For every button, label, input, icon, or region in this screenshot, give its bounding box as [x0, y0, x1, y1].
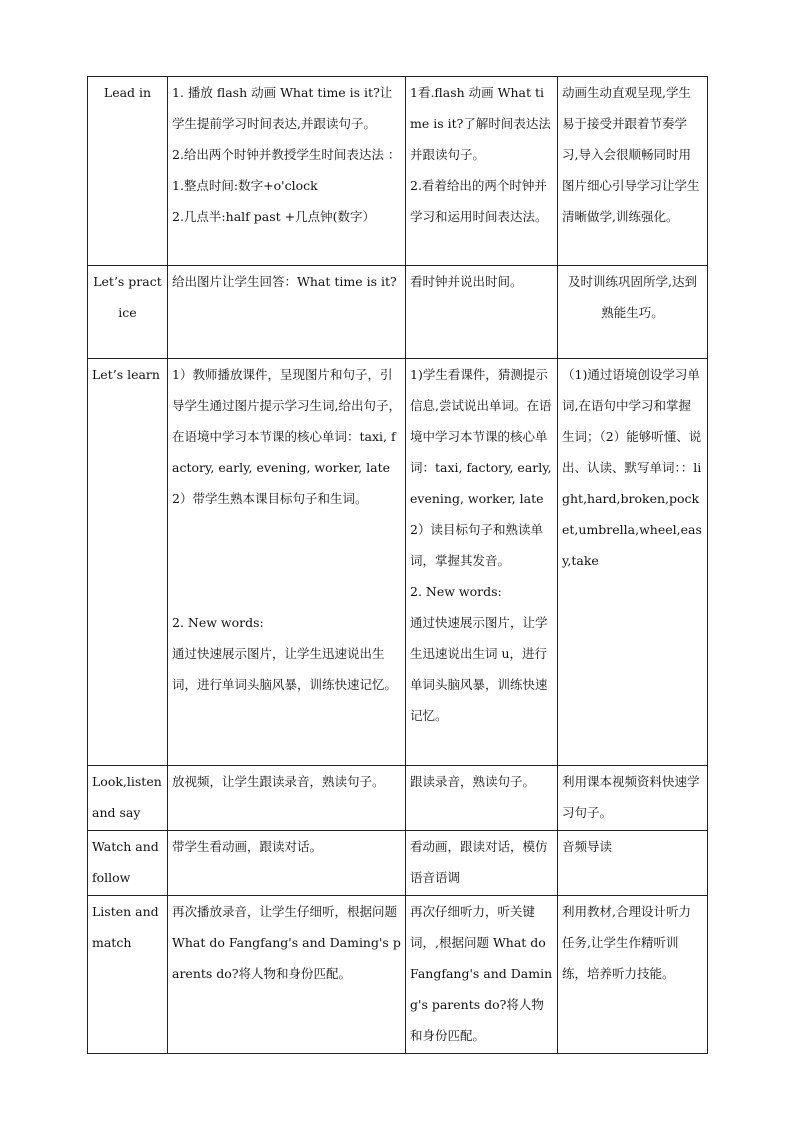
teacher-text: 2.给出两个时钟并教授学生时间表达法 ： [172, 147, 401, 162]
teacher-activity-cell [168, 359, 406, 766]
student-activity-cell [406, 896, 558, 1054]
purpose-cell [558, 77, 708, 266]
teacher-text: 带学生看动画，跟读对话。 [172, 839, 323, 854]
purpose-cell [558, 766, 708, 831]
teacher-text: 2.几点半:half past +几点钟(数字） [172, 209, 375, 224]
teacher-activity-cell [168, 266, 406, 359]
student-text: 1看.flash 动画 What time is it?了解时间表达法并跟读句子。 [410, 85, 551, 162]
student-text: 2.看着给出的两个时钟并学习和运用时间表达法。 [410, 178, 548, 224]
step-label: Let’s practice [93, 274, 162, 320]
purpose-text: 音频导读 [562, 839, 613, 854]
teacher-text: 再次播放录音，让学生仔细听，根据问题 What do Fangfang's and Daming's parents do?将人物和身份匹配。 [172, 904, 401, 981]
teacher-activity-cell [168, 766, 406, 831]
student-text: 再次仔细听力，听关键词，,根据问题 What do Fangfang's and Daming's parents do?将人物和身份匹配。 [410, 904, 553, 1043]
student-text: 1)学生看课件，猜测提示信息,尝试说出单词。在语境中学习本节课的核心单词：taxi, factory, early, evening, worker, late [410, 367, 552, 506]
student-activity-cell [406, 359, 558, 766]
step-cell [88, 266, 168, 359]
teacher-text: 2. New words: [172, 615, 264, 630]
step-label: Lead in [103, 85, 152, 100]
student-text: 2）读目标句子和熟读单词，掌握其发音。 [410, 522, 543, 568]
student-text: 跟读录音，熟读句子。 [410, 774, 536, 789]
teacher-text: 通过快速展示图片，让学生迅速说出生词，进行单词头脑风暴，训练快速记忆。 [172, 646, 398, 692]
spacer [172, 514, 401, 607]
step-label: Watch and follow [92, 839, 159, 885]
step-label: Look,listen and say [92, 774, 162, 820]
student-activity-cell [406, 266, 558, 359]
purpose-cell [558, 896, 708, 1054]
step-cell [88, 896, 168, 1054]
teacher-text: 给出图片让学生回答：What time is it? [172, 274, 397, 289]
teacher-activity-cell [168, 896, 406, 1054]
table-row-watch-follow [88, 831, 708, 896]
teacher-text: 2）带学生熟本课目标句子和生词。 [172, 491, 368, 506]
step-label: Listen and match [92, 904, 159, 950]
purpose-text: 动画生动直观呈现,学生易于接受并跟着节奏学习,导入会很顺畅同时用图片细心引导学习让学生清晰做学,训练强化。 [562, 85, 700, 224]
student-text: 看时钟并说出时间。 [410, 274, 523, 289]
step-cell [88, 77, 168, 266]
student-activity-cell [406, 831, 558, 896]
table-row-look-listen-say [88, 766, 708, 831]
teacher-text: 1）教师播放课件，呈现图片和句子，引导学生通过图片提示学习生词,给出句子，在语境中学习本节课的核心单词：taxi, factory, early, evening, worker, late [172, 367, 401, 475]
student-activity-cell [406, 77, 558, 266]
purpose-cell [558, 359, 708, 766]
step-cell [88, 766, 168, 831]
table-row-lets-learn [88, 359, 708, 766]
teacher-text: 放视频，让学生跟读录音，熟读句子。 [172, 774, 385, 789]
teacher-activity-cell [168, 831, 406, 896]
purpose-text: 利用教材,合理设计听力任务,让学生作精听训练，培养听力技能。 [562, 904, 691, 981]
student-activity-cell [406, 766, 558, 831]
purpose-text: 利用课本视频资料快速学习句子。 [562, 774, 700, 820]
purpose-text: 及时训练巩固所学,达到熟能生巧。 [568, 274, 697, 320]
student-text: 2. New words: [410, 584, 502, 599]
teacher-text: 1.整点时间:数字+o'clock [172, 178, 318, 193]
step-cell [88, 359, 168, 766]
teacher-activity-cell [168, 77, 406, 266]
step-cell [88, 831, 168, 896]
purpose-cell [558, 266, 708, 359]
table-row-lets-practice [88, 266, 708, 359]
table-row-lead-in [88, 77, 708, 266]
purpose-text: （1)通过语境创设学习单词,在语句中学习和掌握生词；（2）能够听懂、说出、认读、默写单词：：light,hard,broken,pocket,umbrella,wheel,easy,take [562, 367, 702, 568]
step-label: Let’s learn [92, 367, 160, 382]
teacher-text: 1. 播放 flash 动画 What time is it?让学生提前学习时间表达,并跟读句子。 [172, 85, 393, 131]
student-text: 通过快速展示图片，让学生迅速说出生词 u，进行单词头脑风暴，训练快速记忆。 [410, 615, 548, 723]
lesson-plan-table [87, 76, 708, 1054]
table-row-listen-match [88, 896, 708, 1054]
student-text: 看动画，跟读对话，模仿语音语调 [410, 839, 548, 885]
purpose-cell [558, 831, 708, 896]
